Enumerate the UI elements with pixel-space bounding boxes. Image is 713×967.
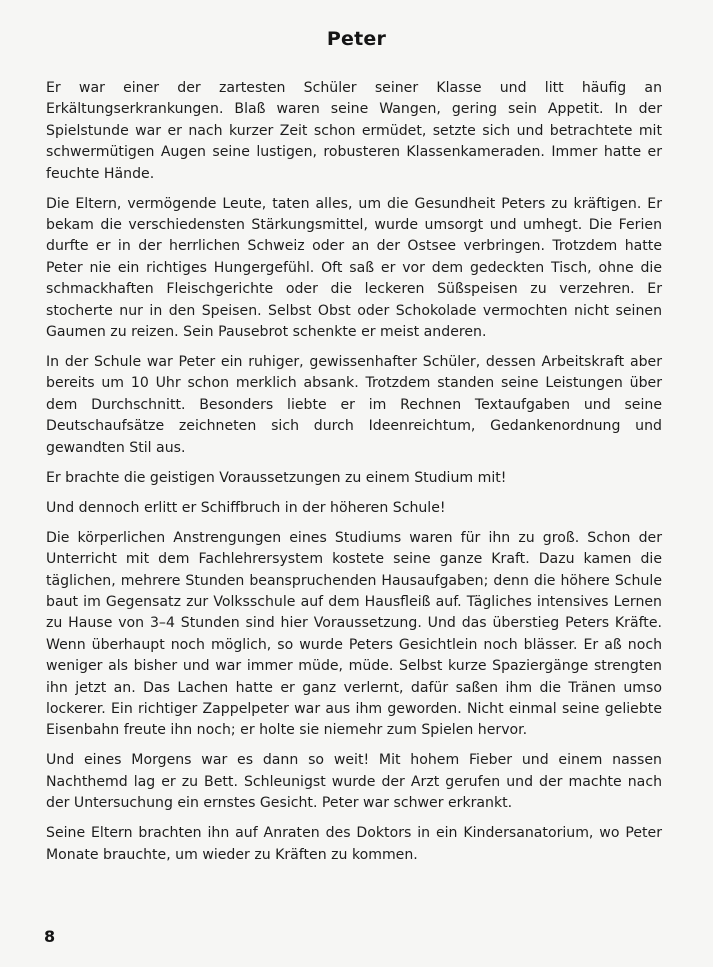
page-title: Peter [326, 28, 387, 50]
paragraph-2: Die Eltern, vermögende Leute, taten alles, um die Gesundheit Peters zu kräftigen. Er bekam die verschiedensten Stärkungsmittel, wurde umsorgt und umhegt. Die Ferien durfte er in der herrlichen Schweiz oder an der Ostsee verbringen. Trotzdem hatte Peter nie ein richtiges Hungergefühl. Oft saß er vor dem gedeckten Tisch, ohne die schmackhaften Fleischgerichte oder die leckeren Süßspeisen zu verzehren. Er stocherte nur in den Speisen. Selbst Obst oder Schokolade vermochten nicht seinen Gaumen zu reizen. Sein Pausebrot schenkte er meist anderen. [46, 195, 662, 341]
paragraph-7: Und eines Morgens war es dann so weit! Mit hohem Fieber und einem nassen Nachthemd lag er zu Bett. Schleunigst wurde der Arzt gerufen und der machte nach der Untersuchung ein ernstes Gesicht. Peter war schwer erkrankt. [46, 752, 662, 812]
paragraph-4: Er brachte die geistigen Voraussetzungen zu einem Studium mit! [46, 469, 507, 486]
page-number: 8 [44, 927, 56, 946]
paragraph-8: Seine Eltern brachten ihn auf Anraten des Doktors in ein Kindersanatorium, wo Peter Monate brauchte, um wieder zu Kräften zu kommen. [46, 825, 662, 863]
paragraph-1: Er war einer der zartesten Schüler seiner Klasse und litt häufig an Erkältungserkrankungen. Blaß waren seine Wangen, gering sein Appetit. In der Spielstunde war er nach kurzer Zeit schon ermüdet, setzte sich und betrachtete mit schwermütigen Augen seine lustigen, robusteren Klassenkameraden. Immer hatte er feuchte Hände. [46, 80, 662, 182]
paragraph-3: In der Schule war Peter ein ruhiger, gewissenhafter Schüler, dessen Arbeitskraft aber bereits um 10 Uhr schon merklich absank. Trotzdem standen seine Leistungen über dem Durchschnitt. Besonders liebte er im Rechnen Textaufgaben und seine Deutschaufsätze zeichneten sich durch Ideenreichtum, Gedankenordnung und gewandten Stil aus. [46, 354, 662, 456]
paragraph-6: Die körperlichen Anstrengungen eines Studiums waren für ihn zu groß. Schon der Unterricht mit dem Fachlehrersystem kostete seine ganze Kraft. Dazu kamen die täglichen, mehrere Stunden beanspruchenden Hausaufgaben; denn die höhere Schule baut im Gegensatz zur Volksschule auf dem Hausfleiß auf. Tägliches intensives Lernen zu Hause von 3–4 Stunden sind hier Voraussetzung. Und das überstieg Peters Kräfte. Wenn überhaupt noch möglich, so wurde Peters Gesichtlein noch blässer. Er aß noch weniger als bisher und war immer müde, müde. Selbst kurze Spaziergänge strengten ihn jetzt an. Das Lachen hatte er ganz verlernt, dafür saßen ihm die Tränen umso lockerer. Ein richtiger Zappelpeter war aus ihm geworden. Nicht einmal seine geliebte Eisenbahn freute ihn noch; er holte sie niemehr zum Spielen hervor. [46, 529, 662, 739]
paragraph-5: Und dennoch erlitt er Schiffbruch in der höheren Schule! [46, 499, 446, 516]
body-text [46, 78, 662, 875]
